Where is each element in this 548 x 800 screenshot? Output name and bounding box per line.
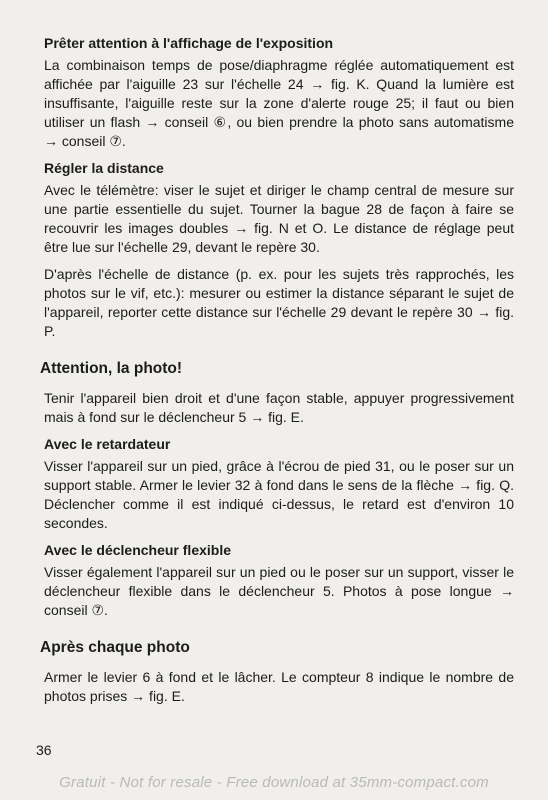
- watermark-text: Gratuit - Not for resale - Free download at 35mm-compact.com: [59, 774, 489, 791]
- paragraph-self-timer: Visser l'appareil sur un pied, grâce à l'écrou de pied 31, ou le poser sur un support stable. Armer le levier 32 à fond dans le sens de la flèche → fig. Q. Déclencher comme il est indiqué ci-dessus, le retard est d'environ 10 secondes.: [44, 458, 514, 531]
- paragraph-hold-camera: Tenir l'appareil bien droit et d'une façon stable, appuyer progressivement mais à fond sur le déclencheur 5 → fig. E.: [44, 390, 514, 425]
- page-content: [40, 34, 514, 714]
- paragraph-distance-scale: D'après l'échelle de distance (p. ex. pour les sujets très rapprochés, les photos sur le vif, etc.): mesurer ou estimer la distance séparant le sujet de l'appareil, reporter cette distance sur l'échelle 29 devant le repère 30 → fig. P.: [44, 266, 514, 339]
- paragraph-rangefinder: Avec le télémètre: viser le sujet et diriger le champ central de mesure sur une partie essentielle du sujet. Tourner la bague 28 de façon à faire se recouvrir les images doubles → fig. N et O. Le distance de réglage peut être lue sur l'échelle 29, devant le repère 30.: [44, 182, 514, 255]
- heading-attention-photo: Attention, la photo!: [40, 360, 183, 377]
- heading-after-each-photo: Après chaque photo: [40, 639, 190, 656]
- heading-cable-release: Avec le déclencheur flexible: [44, 542, 232, 558]
- paragraph-advance-lever: Armer le levier 6 à fond et le lâcher. Le compteur 8 indique le nombre de photos prises → fig. E.: [44, 669, 514, 704]
- paragraph-exposure: La combinaison temps de pose/diaphragme réglée automatiquement est affichée par l'aiguille 23 sur l'échelle 24 → fig. K. Quand la lumière est insuffisante, l'aiguille reste sur la zone d'alerte rouge 25; il faut ou bien utiliser un flash → conseil ⑥, ou bien prendre la photo sans automatisme → conseil ⑦.: [44, 57, 514, 149]
- heading-set-distance: Régler la distance: [44, 160, 164, 176]
- heading-self-timer: Avec le retardateur: [44, 436, 171, 452]
- page-number: 36: [36, 742, 52, 758]
- heading-exposure-display: Prêter attention à l'affichage de l'exposition: [44, 35, 334, 51]
- paragraph-cable-release: Visser également l'appareil sur un pied ou le poser sur un support, visser le déclencheur flexible dans le déclencheur 5. Photos à pose longue → conseil ⑦.: [44, 564, 514, 618]
